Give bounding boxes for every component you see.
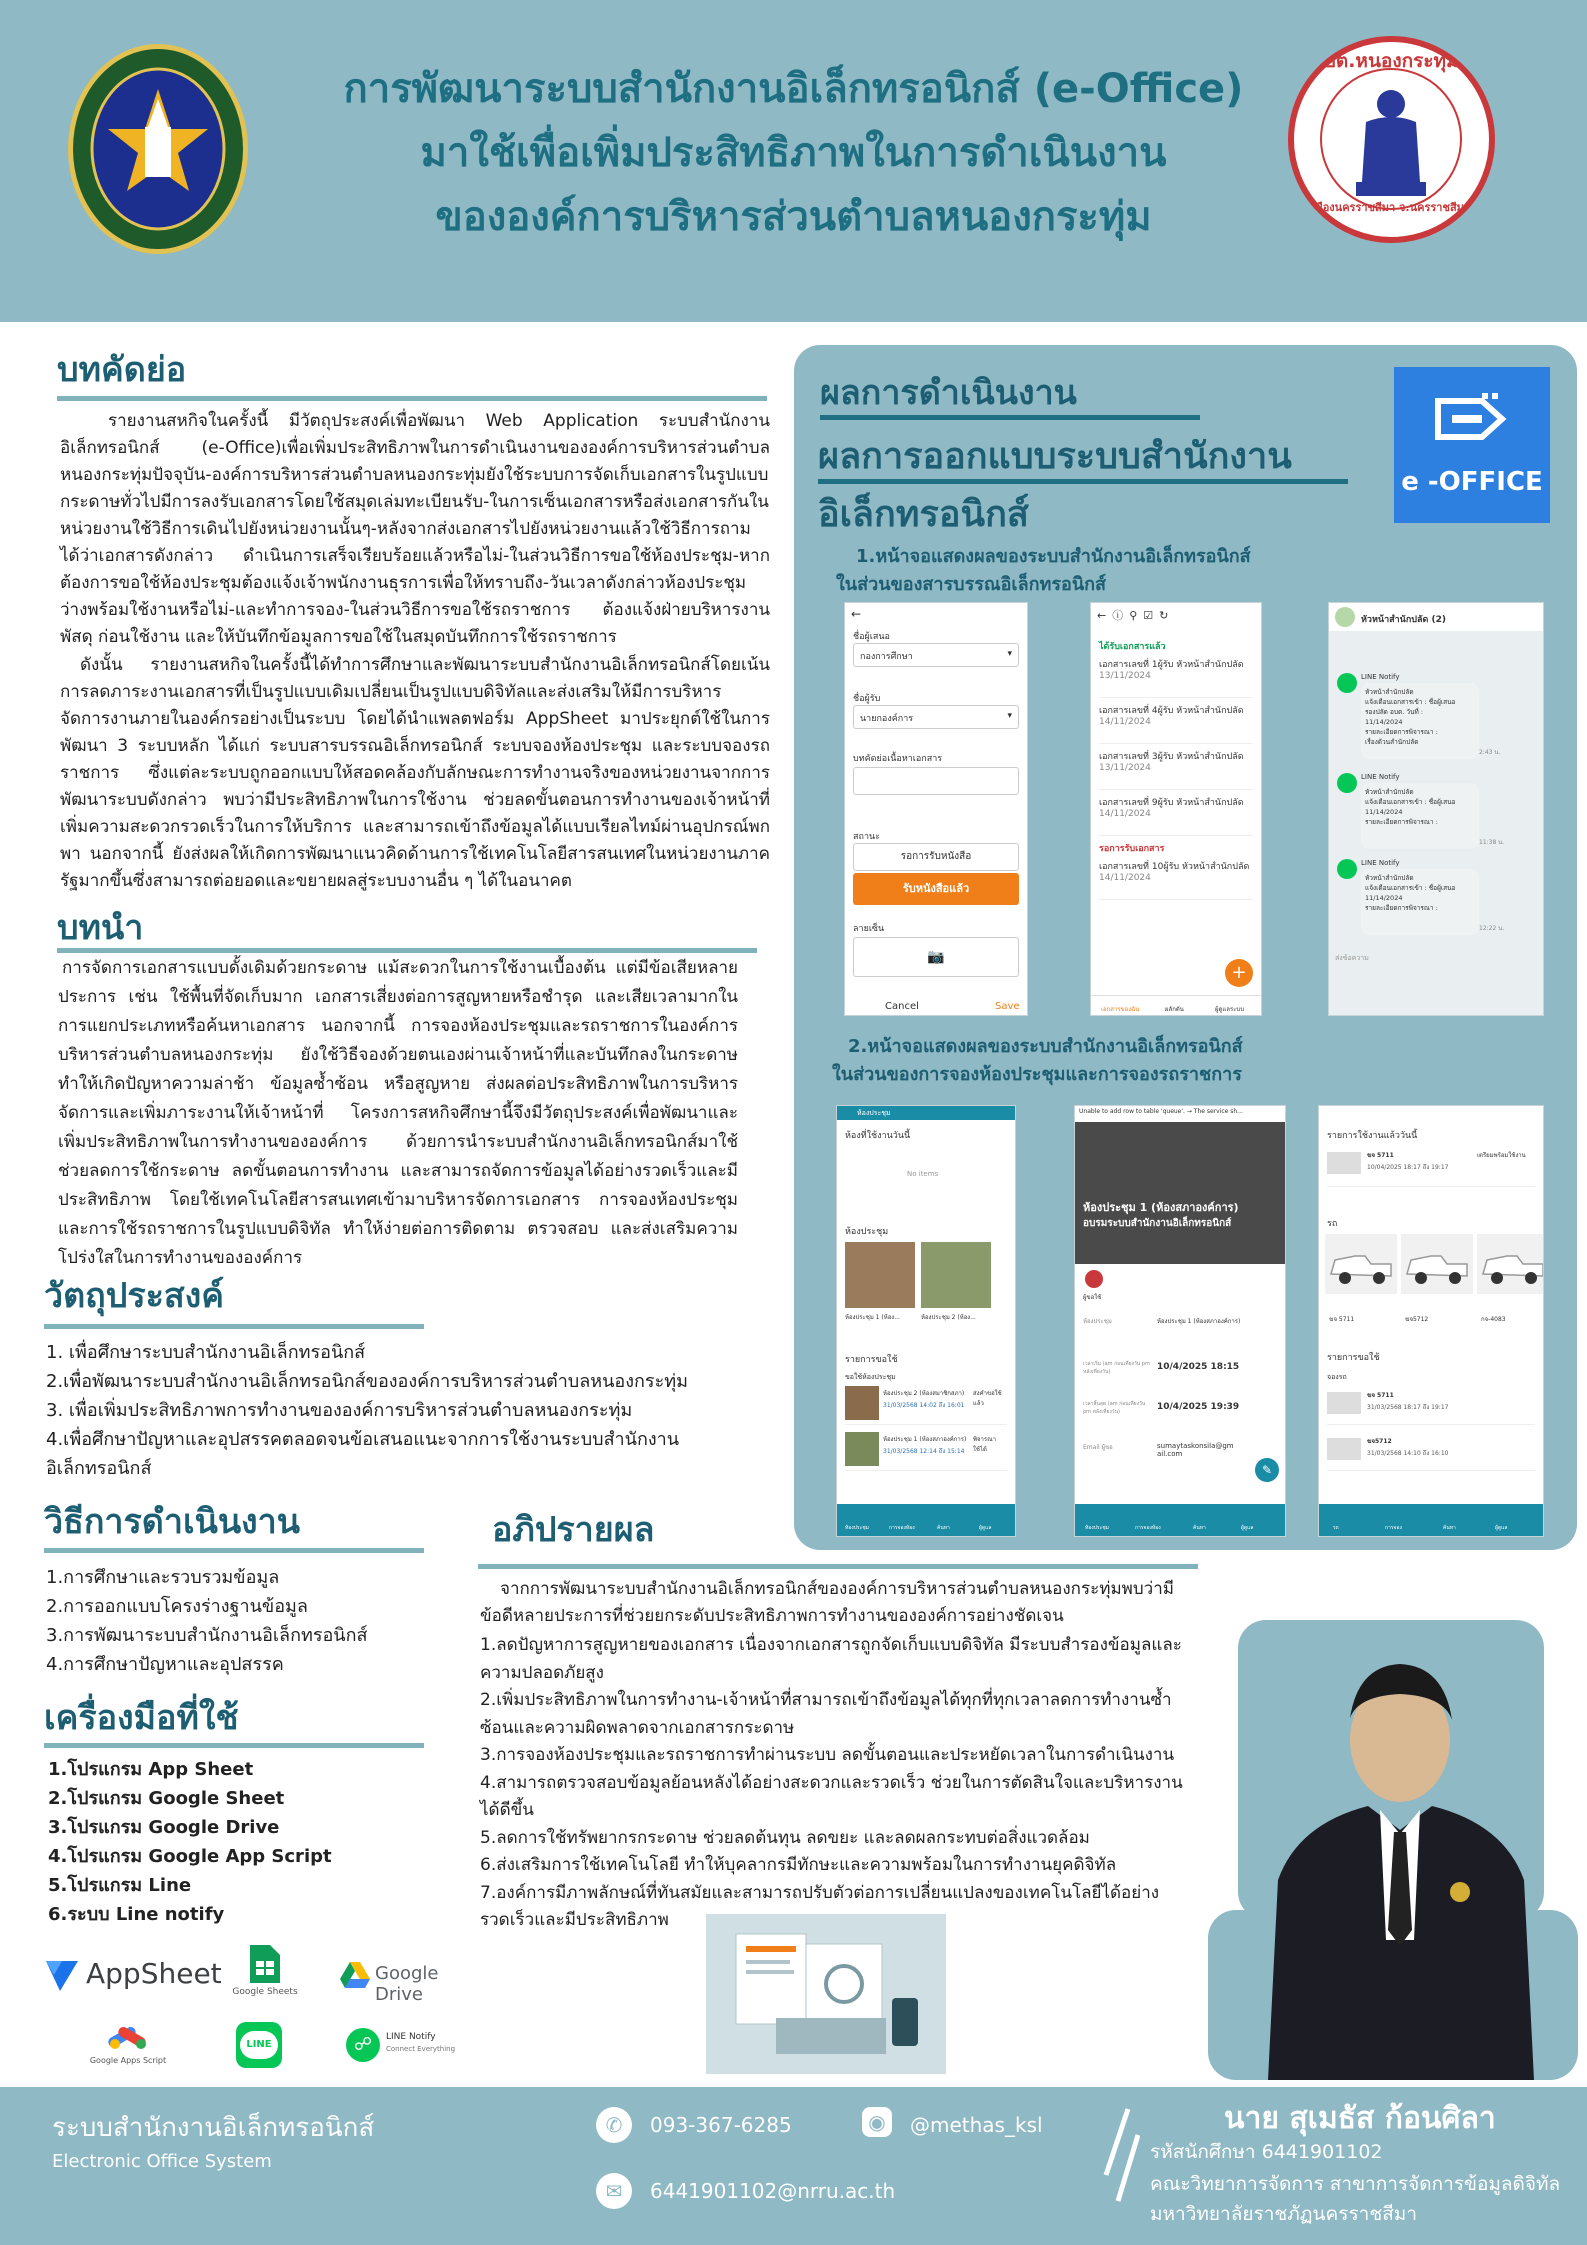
tab-search[interactable]: ค้นหา (1193, 1525, 1206, 1531)
tools-rule (44, 1743, 424, 1748)
objectives-list (46, 1338, 766, 1483)
objective-item: อิเล็กทรอนิกส์ (46, 1458, 152, 1479)
tab-search[interactable]: ค้นหา (1443, 1525, 1456, 1531)
room-photo-2[interactable] (921, 1242, 991, 1308)
title-line-1: การพัฒนาระบบสำนักงานอิเล็กทรอนิกส์ (e-Office) (343, 66, 1244, 112)
bottom-tabbar (1319, 1504, 1543, 1536)
caption-2-line-2: ในส่วนของการจองห้องประชุมและการจองรถราชการ (832, 1064, 1242, 1085)
faculty: คณะวิทยาการจัดการ สาขาการจัดการข้อมูลดิจิทัล (1150, 2173, 1561, 2195)
appsheet-logo: AppSheet (44, 1955, 214, 1995)
screenshot-document-form: ← ชื่อผู้เสนอ กองการศึกษา ▾ ชื่อผู้รับ นายกองค์การ ▾ บทคัดย่อเนื้อหาเอกสาร สถานะ รอการรับหนังสือ รับหนังสือแล้ว ลายเซ็น 📷 Cancel Save (844, 602, 1028, 1016)
edit-fab[interactable]: ✎ (1255, 1458, 1279, 1482)
car-thumb (1327, 1152, 1361, 1174)
camera-icon: 📷 (927, 949, 945, 965)
caption-1-line-2: ในส่วนของสารบรรณอิเล็กทรอนิกส์ (836, 574, 1107, 595)
appsheet-icon (44, 1957, 80, 1993)
car-thumb (1327, 1438, 1361, 1460)
google-drive-icon (340, 1962, 370, 1988)
screenshot-document-list: ←ⓘ⚲☑↻ ได้รับเอกสารแล้ว เอกสารเลขที่ 1ผู้รับ หัวหน้าสำนักปลัด 13/11/2024 เอกสารเลขที่ 4ผู้รับ หัวหน้าสำนักปลัด 14/11/2024 เอกสารเลขที่ 3ผู้รับ หัวหน้าสำนักปลัด 13/11/2024 เอกสารเลขที่ 9ผู้รับ หัวหน้าสำนักปลัด 14/11/2024 รอการรับเอกสาร เอกสารเลขที่ 10ผู้รับ หัวหน้าสำนักปลัด 14/11/2024 + เอกสารของฉัน ผลักดัน ผู้ดูแลระบบ (1090, 602, 1262, 1016)
pickup-truck-icon (1477, 1234, 1543, 1294)
meeting-photo: ห้องประชุม 1 (ห้องสภาองค์การ) อบรมระบบสำนักงานอิเล็กทรอนิกส์ (1075, 1122, 1285, 1264)
email-icon: ✉ (596, 2173, 632, 2209)
discussion-item: 1.ลดปัญหาการสูญหายของเอกสาร เนื่องจากเอกสารถูกจัดเก็บแบบดิจิทัล มีระบบสำรองข้อมูลและความปลอดภัยสูง (480, 1635, 1182, 1683)
google-sheets-logo: Google Sheets (230, 1945, 300, 2005)
footer (0, 2087, 1587, 2245)
objectives-heading: วัตถุประสงค์ (44, 1276, 224, 1316)
bottom-tabbar (1091, 995, 1261, 1016)
record-icon (1085, 1270, 1103, 1288)
caption-2-line-1: 2.หน้าจอแสดงผลของระบบสำนักงานอิเล็กทรอนิกส์ (848, 1036, 1243, 1057)
tab-cars[interactable]: รถ (1333, 1525, 1339, 1531)
car-card[interactable] (1401, 1234, 1473, 1294)
tab-rooms[interactable]: ห้องประชุม (1085, 1525, 1109, 1531)
title-line-3: ขององค์การบริหารส่วนตำบลหนองกระทุ่ม (435, 194, 1152, 240)
tab-admin[interactable]: ผู้ดูแล (1495, 1525, 1508, 1531)
list-item[interactable]: ห้องประชุม 1 (ห้องสภาองค์การ) 31/03/2568 12:14 ถึง 15:14 พิจารณาใช้ได้ (845, 1432, 1007, 1471)
tab-rooms[interactable]: ห้องประชุม (845, 1525, 869, 1531)
results-heading: ผลการดำเนินงาน (820, 373, 1077, 413)
back-arrow-icon: ← (851, 607, 862, 621)
sao-logo-top-text: อบต.หนองกระทุ่ม (1312, 50, 1459, 72)
bottom-tabbar (837, 1504, 1015, 1536)
line-notify-icon: ☍ (346, 2028, 380, 2062)
pickup-truck-icon (1325, 1234, 1397, 1294)
message-input[interactable]: ส่งข้อความ (1335, 954, 1369, 962)
save-button[interactable]: Save (995, 1001, 1020, 1012)
tab-booking[interactable]: การจอง (1385, 1525, 1402, 1531)
tool-item: 2.โปรแกรม Google Sheet (48, 1788, 285, 1809)
screenshot-line-chat: หัวหน้าสำนักปลัด (2) LINE Notify หัวหน้าสำนักปลัด แจ้งเตือนเอกสารเข้า : ชื่อผู้เสนอ รองปลัด อบต. วันที่ : 11/14/2024 รายละเอียดการพิจารณา : เรื่องด้วนสำนักปลัด 2:43 น. LINE Notify หัวหน้าสำนักปลัด แจ้งเตือนเอกสารเข้า : ชื่อผู้เสนอ 11/14/2024 รายละเอียดการพิจารณา : 11:38 น. LINE Notify หัวหน้าสำนักปลัด แจ้งเตือนเอกสารเข้า : ชื่อผู้เสนอ 11/14/2024 รายละเอียดการพิจารณา : 12:22 น. ส่งข้อความ (1328, 602, 1544, 1016)
tool-item: 4.โปรแกรม Google App Script (48, 1846, 332, 1867)
objective-item: 4.เพื่อศึกษาปัญหาและอุปสรรคตลอดจนข้อเสนอแนะจากการใช้งานระบบสำนักงาน (46, 1429, 680, 1450)
car-card[interactable] (1477, 1234, 1543, 1294)
slash-divider (1100, 2105, 1140, 2215)
student-portrait-frame (1208, 1610, 1582, 2080)
intro-rule (57, 948, 757, 953)
car-thumb (1327, 1392, 1361, 1414)
line-logo: LINE (236, 2022, 282, 2068)
email-address[interactable]: 6441901102@nrru.ac.th (650, 2179, 896, 2203)
sao-logo (1288, 36, 1495, 243)
eoffice-tag-icon (1432, 391, 1512, 447)
status-wait-button[interactable]: รอการรับหนังสือ (853, 843, 1019, 871)
signature-field[interactable] (853, 937, 1019, 977)
tab-my-docs[interactable]: เอกสารของฉัน (1101, 1006, 1140, 1013)
apps-script-logo: Google Apps Script (78, 2018, 178, 2068)
toolbar-icons: ←ⓘ⚲☑↻ (1097, 609, 1175, 622)
method-item: 2.การออกแบบโครงร่างฐานข้อมูล (46, 1596, 308, 1617)
eoffice-logo: e -OFFICE (1394, 367, 1550, 523)
documents-laptop-icon (706, 1914, 946, 2074)
discussion-item: 7.องค์การมีภาพลักษณ์ที่ทันสมัยและสามารถปรับตัวต่อการเปลี่ยนแปลงของเทคโนโลยีได้อย่างรวดเร็วและมีประสิทธิภาพ (480, 1882, 1160, 1930)
screenshot-booking-detail: Unable to add row to table 'queue'. → The service sh... ห้องประชุม 1 (ห้องสภาองค์การ) อบรมระบบสำนักงานอิเล็กทรอนิกส์ ผู้ขอใช้ ห้องประชุม ห้องประชุม 1 (ห้องสภาองค์การ) เวลาเริ่ม (am ก่อนเที่ยงวัน pm หลังเที่ยงวัน) 10/4/2025 18:15 เวลาสิ้นสุด (am ก่อนเที่ยงวัน pm หลังเที่ยงวัน) 10/4/2025 19:39 Email ผู้ขอ sumaytaskonsila@gmail.com ✎ ห้องประชุม การจองห้อง ค้นหา ผู้ดูแล (1074, 1105, 1286, 1537)
method-item: 4.การศึกษาปัญหาและอุปสรรค (46, 1654, 284, 1675)
student-photo (1208, 1610, 1582, 2080)
line-notify-avatar (1337, 673, 1357, 693)
intro-heading: บทนำ (57, 908, 144, 948)
discussion-intro: จากการพัฒนาระบบสำนักงานอิเล็กทรอนิกส์ขององค์การบริหารส่วนตำบลหนองกระทุ่มพบว่ามีข้อดีหลายประการที่ช่วยยกระดับประสิทธิภาพการทำงานขององค์การอย่างชัดเจน (480, 1579, 1174, 1626)
title-line-2: มาใช้เพื่อเพิ่มประสิทธิภาพในการดำเนินงาน (420, 130, 1167, 176)
recipient-select[interactable]: นายกองค์การ ▾ (853, 705, 1019, 729)
results-subheading-2: อิเล็กทรอนิกส์ (818, 494, 1029, 535)
abstract-heading: บทคัดย่อ (57, 350, 187, 390)
proposer-select[interactable]: กองการศึกษา ▾ (853, 643, 1019, 667)
objective-item: 2.เพื่อพัฒนาระบบสำนักงานอิเล็กทรอนิกส์ขององค์การบริหารส่วนตำบลหนองกระทุ่ม (46, 1371, 688, 1392)
line-notify-avatar (1337, 859, 1357, 879)
university-logo (68, 44, 248, 254)
google-sheets-icon (250, 1945, 280, 1983)
line-notify-logo: ☍ LINE Notify Connect Everything (346, 2026, 476, 2066)
discussion-item: 6.ส่งเสริมการใช้เทคโนโลยี ทำให้บุคลากรมีทักษะและความพร้อมในการทำงานยุคดิจิทัล (480, 1855, 1117, 1875)
tools-heading: เครื่องมือที่ใช้ (44, 1698, 239, 1738)
tool-item: 1.โปรแกรม App Sheet (48, 1759, 254, 1780)
tab-push[interactable]: ผลักดัน (1165, 1006, 1184, 1013)
methods-rule (44, 1548, 424, 1553)
instagram-handle[interactable]: @methas_ksl (910, 2113, 1043, 2137)
discussion-item: 5.ลดการใช้ทรัพยากรกระดาษ ช่วยลดต้นทุน ลดขยะ และลดผลกระทบต่อสิ่งแวดล้อม (480, 1827, 1090, 1848)
instagram-icon: ◉ (862, 2107, 892, 2137)
objectives-rule (44, 1324, 424, 1329)
list-item[interactable]: ฆจ 5711 10/04/2025 18:17 ถึง 19:17 เตรียมพร้อมใช้งาน (1327, 1146, 1535, 1187)
intro-para: การจัดการเอกสารแบบดั้งเดิมด้วยกระดาษ แม้สะดวกในการใช้งานเบื้องต้น แต่มีข้อเสียหลายประการ เช่น ใช้พื้นที่จัดเก็บมาก เอกสารเสี่ยงต่อการสูญหายหรือชำรุด และเสียเวลามากในการแยกประเภทหรือค้นหาเอกสาร นอกจากนี้ การจองห้องประชุมและรถราชการในองค์การบริหารส่วนตำบลหนองกระทุ่ม ยังใช้วิธีจองด้วยตนเองผ่านเจ้าหน้าที่และบันทึกลงในกระดาษ ทำให้เกิดปัญหาความล่าช้า ข้อมูลซ้ำซ้อน หรือสูญหาย ส่งผลต่อประสิทธิภาพในการบริหารจัดการและเพิ่มภาระงานให้เจ้าหน้าที่ โครงการสหกิจศึกษานี้จึงมีวัตถุประสงค์เพื่อพัฒนาและเพิ่มประสิทธิภาพในการทำงานขององค์การ ด้วยการนำระบบสำนักงานอิเล็กทรอนิกส์มาใช้ ช่วยลดการใช้กระดาษ ลดขั้นตอนการทำงาน และสามารถจัดการข้อมูลได้อย่างรวดเร็วและมีประสิทธิภาพ โดยใช้เทคโนโลยีสารสนเทศเข้ามาบริหารจัดการเอกสาร การจองห้องประชุม และการใช้รถราชการในรูปแบบดิจิทัล ทำให้ง่ายต่อการติดตาม ตรวจสอบ และส่งเสริมความโปร่งใสในการทำงานขององค์การ (58, 958, 738, 1268)
abstract-rule (57, 396, 767, 401)
header-banner (0, 0, 1587, 322)
list-item[interactable]: เอกสารเลขที่ 3ผู้รับ หัวหน้าสำนักปลัด 13/11/2024 (1099, 749, 1253, 790)
results-panel (794, 345, 1577, 1550)
app-header: ห้องประชุม (837, 1106, 1015, 1120)
methods-heading: วิธีการดำเนินงาน (44, 1502, 300, 1542)
discussion-list (480, 1632, 1192, 1935)
objective-item: 1. เพื่อศึกษาระบบสำนักงานอิเล็กทรอนิกส์ (46, 1342, 366, 1363)
discussion-heading: อภิปรายผล (492, 1510, 655, 1550)
system-name-en: Electronic Office System (52, 2151, 272, 2172)
car-card[interactable] (1325, 1234, 1397, 1294)
sao-logo-bottom-text: อ.เมืองนครราชสีมา จ.นครราชสีมา (1300, 201, 1471, 214)
apps-script-icon (103, 2018, 153, 2052)
tool-item: 3.โปรแกรม Google Drive (48, 1817, 280, 1838)
tab-booking[interactable]: การจองห้อง (889, 1525, 915, 1531)
list-item[interactable]: ฆจ5712 31/03/2568 14:10 ถึง 16:10 (1327, 1432, 1535, 1471)
tool-item: 5.โปรแกรม Line (48, 1875, 192, 1896)
tab-admin[interactable]: ผู้ดูแลระบบ (1215, 1006, 1245, 1013)
cancel-button[interactable]: Cancel (885, 1001, 919, 1012)
pickup-truck-icon (1401, 1234, 1473, 1294)
methods-list (46, 1563, 368, 1679)
google-drive-logo: Google Drive (340, 1960, 480, 1992)
method-item: 1.การศึกษาและรวบรวมข้อมูล (46, 1567, 280, 1588)
discussion-rule (478, 1564, 1198, 1569)
caption-1-line-1: 1.หน้าจอแสดงผลของระบบสำนักงานอิเล็กทรอนิกส์ (856, 546, 1251, 567)
chevron-down-icon: ▾ (1007, 649, 1012, 659)
student-id: รหัสนักศึกษา 6441901102 (1150, 2141, 1383, 2163)
phone-number[interactable]: 093-367-6285 (650, 2113, 792, 2137)
tool-item: 6.ระบบ Line notify (48, 1904, 225, 1925)
abstract-para-2: ดังนั้น รายงานสหกิจในครั้งนี้ได้ทำการศึกษาและพัฒนาระบบสำนักงานอิเล็กทรอนิกส์โดยเน้นการลดภาระงานเอกสารที่เป็นรูปแบบเดิมเปลี่ยนเป็นรูปแบบดิจิทัลและส่งเสริมให้มีการบริหารจัดการงานภายในองค์กรอย่างเป็นระบบ โดยได้นำแพลตฟอร์ม AppSheet มาประยุกต์ใช้ในการพัฒนา 3 ระบบหลัก ได้แก่ ระบบสารบรรณอิเล็กทรอนิกส์ ระบบจองห้องประชุม และระบบจองรถราชการ ซึ่งแต่ละระบบถูกออกแบบให้สอดคล้องกับลักษณะการทำงานจริงของหน่วยงานจากการพัฒนาระบบดังกล่าว พบว่ามีประสิทธิภาพในการใช้งาน ช่วยลดขั้นตอนการทำงานของเจ้าหน้าที่ เพิ่มความสะดวกรวดเร็วในการให้บริการ และสามารถเข้าถึงข้อมูลได้แบบเรียลไทม์ผ่านอุปกรณ์พกพา นอกจากนี้ ยังส่งผลให้เกิดการพัฒนาแนวคิดด้านการใช้เทคโนโลยีสารสนเทศในหน่วยงานภาครัฐมากขึ้นซึ่งสามารถต่อยอดและขยายผลสู่ระบบงานอื่น ๆ ได้ในอนาคต (60, 655, 770, 891)
summary-input[interactable] (853, 767, 1019, 795)
line-notify-avatar (1337, 773, 1357, 793)
university: มหาวิทยาลัยราชภัฏนครราชสีมา (1150, 2203, 1418, 2225)
student-name: นาย สุเมธัส ก้อนศิลา (1224, 2101, 1496, 2136)
screenshot-car-booking: รายการใช้งานแล้ววันนี้ ฆจ 5711 10/04/2025 18:17 ถึง 19:17 เตรียมพร้อมใช้งาน รถ ฆจ 5711 ฆจ5712 กจ-4083 รายการขอใช้ จองรถ ฆจ 5711 31/03/2568 18:17 ถึง 19:17 ฆจ5712 31/03/2568 14:10 ถึง 16:10 รถ การจอง ค้นหา ผู้ดูแล (1318, 1105, 1544, 1537)
discussion-item: 3.การจองห้องประชุมและรถราชการทำผ่านระบบ ลดขั้นตอนและประหยัดเวลาในการดำเนินงาน (480, 1745, 1175, 1765)
list-item[interactable]: เอกสารเลขที่ 4ผู้รับ หัวหน้าสำนักปลัด 14/11/2024 (1099, 703, 1253, 744)
results-heading-rule (820, 415, 1200, 420)
room-photo-1[interactable] (845, 1242, 915, 1308)
tab-admin[interactable]: ผู้ดูแล (1241, 1525, 1254, 1531)
message-bubble: หัวหน้าสำนักปลัด แจ้งเตือนเอกสารเข้า : ชื่อผู้เสนอ รองปลัด อบต. วันที่ : 11/14/2024 รายละเอียดการพิจารณา : เรื่องด้วนสำนักปลัด (1361, 683, 1479, 759)
message-bubble: หัวหน้าสำนักปลัด แจ้งเตือนเอกสารเข้า : ชื่อผู้เสนอ 11/14/2024 รายละเอียดการพิจารณา : (1361, 783, 1479, 849)
list-item[interactable]: เอกสารเลขที่ 10ผู้รับ หัวหน้าสำนักปลัด 14/11/2024 (1099, 859, 1253, 900)
list-item[interactable]: ฆจ 5711 31/03/2568 18:17 ถึง 19:17 (1327, 1386, 1535, 1425)
results-subheading-1: ผลการออกแบบระบบสำนักงาน (818, 436, 1292, 477)
results-subheading-rule (818, 479, 1348, 484)
discussion-item: 2.เพิ่มประสิทธิภาพในการทำงาน-เจ้าหน้าที่สามารถเข้าถึงข้อมูลได้ทุกที่ทุกเวลาลดการทำงานซ้ำซ้อนและความผิดพลาดจากเอกสารกระดาษ (480, 1690, 1172, 1738)
group-avatar (1335, 607, 1355, 627)
screenshot-meeting-rooms: ห้องประชุม ห้องที่ใช้งานวันนี้ No items ห้องประชุม ห้องประชุม 1 (ห้อง... ห้องประชุม 2 (ห้อง... รายการขอใช้ ขอใช้ห้องประชุม ห้องประชุม 2 (ห้องสมาชิกสภา) 31/03/2568 14:02 ถึง 16:01 ส่งคำขอใช้แล้ว ห้องประชุม 1 (ห้องสภาองค์การ) 31/03/2568 12:14 ถึง 15:14 พิจารณาใช้ได้ ห้องประชุม การจองห้อง ค้นหา ผู้ดูแล (836, 1105, 1016, 1537)
tab-search[interactable]: ค้นหา (937, 1525, 950, 1531)
list-item[interactable]: ห้องประชุม 2 (ห้องสมาชิกสภา) 31/03/2568 14:02 ถึง 16:01 ส่งคำขอใช้แล้ว (845, 1386, 1007, 1425)
university-emblem-icon (73, 49, 243, 249)
list-item[interactable]: เอกสารเลขที่ 9ผู้รับ หัวหน้าสำนักปลัด 14/11/2024 (1099, 795, 1253, 836)
office-illustration (706, 1914, 946, 2074)
message-bubble: หัวหน้าสำนักปลัด แจ้งเตือนเอกสารเข้า : ชื่อผู้เสนอ 11/14/2024 รายละเอียดการพิจารณา : (1361, 869, 1479, 935)
method-item: 3.การพัฒนาระบบสำนักงานอิเล็กทรอนิกส์ (46, 1625, 368, 1646)
objective-item: 3. เพื่อเพิ่มประสิทธิภาพการทำงานขององค์การบริหารส่วนตำบลหนองกระทุ่ม (46, 1400, 633, 1421)
tab-admin[interactable]: ผู้ดูแล (979, 1525, 992, 1531)
discussion-item: 4.สามารถตรวจสอบข้อมูลย้อนหลังได้อย่างสะดวกและรวดเร็ว ช่วยในการตัดสินใจและบริหารงานได้ดีขึ้น (480, 1772, 1183, 1820)
tab-booking[interactable]: การจองห้อง (1135, 1525, 1161, 1531)
list-item[interactable]: เอกสารเลขที่ 1ผู้รับ หัวหน้าสำนักปลัด 13/11/2024 (1099, 657, 1253, 698)
bottom-tabbar (1075, 1504, 1285, 1536)
status-received-button[interactable]: รับหนังสือแล้ว (853, 873, 1019, 905)
chevron-down-icon: ▾ (1007, 711, 1012, 721)
abstract-para-1: รายงานสหกิจในครั้งนี้ มีวัตถุประสงค์เพื่อพัฒนา Web Application ระบบสำนักงานอิเล็กทรอนิกส์ (e-Office)เพื่อเพิ่มประสิทธิภาพในการดำเนินงานขององค์การบริหารส่วนตำบลหนองกระทุ่มปัจจุบัน-องค์การบริหารส่วนตำบลหนองกระทุ่มยังใช้ระบบการจัดเก็บเอกสารในรูปแบบกระดาษทั่วไปมีการลงรับเอกสารโดยใช้สมุดเล่มทะเบียนรับ-ในการเซ็นเอกสารหรือส่งเอกสารกันในหน่วยงานใช้วิธีการเดินไปยังหน่วยงานนั้นๆ-หลังจากส่งเอกสารไปยังหน่วยงานแล้วใช้วิธีการถามได้ว่าเอกสารดังกล่าว ดำเนินการเสร็จเรียบร้อยแล้วหรือไม่-ในส่วนวิธีการขอใช้ห้องประชุม-หากต้องการขอใช้ห้องประชุมต้องแจ้งเจ้าพนักงานธุรการเพื่อให้ทราบถึง-วันเวลาดังกล่าวห้องประชุมว่างพร้อมใช้งานหรือไม่-และทำการจอง-ในส่วนวิธีการขอใช้รถราชการ ต้องแจ้งฝ่ายบริหารงานพัสดุ ก่อนใช้งาน และให้บันทึกข้อมูลการขอใช้ในสมุดบันทึกการใช้รถราชการ (60, 411, 770, 647)
chat-header: หัวหน้าสำนักปลัด (2) (1329, 603, 1543, 631)
phone-icon: ✆ (596, 2107, 632, 2143)
system-name-th: ระบบสำนักงานอิเล็กทรอนิกส์ (52, 2113, 375, 2143)
tools-list (48, 1755, 332, 1929)
add-fab[interactable]: + (1225, 959, 1253, 987)
